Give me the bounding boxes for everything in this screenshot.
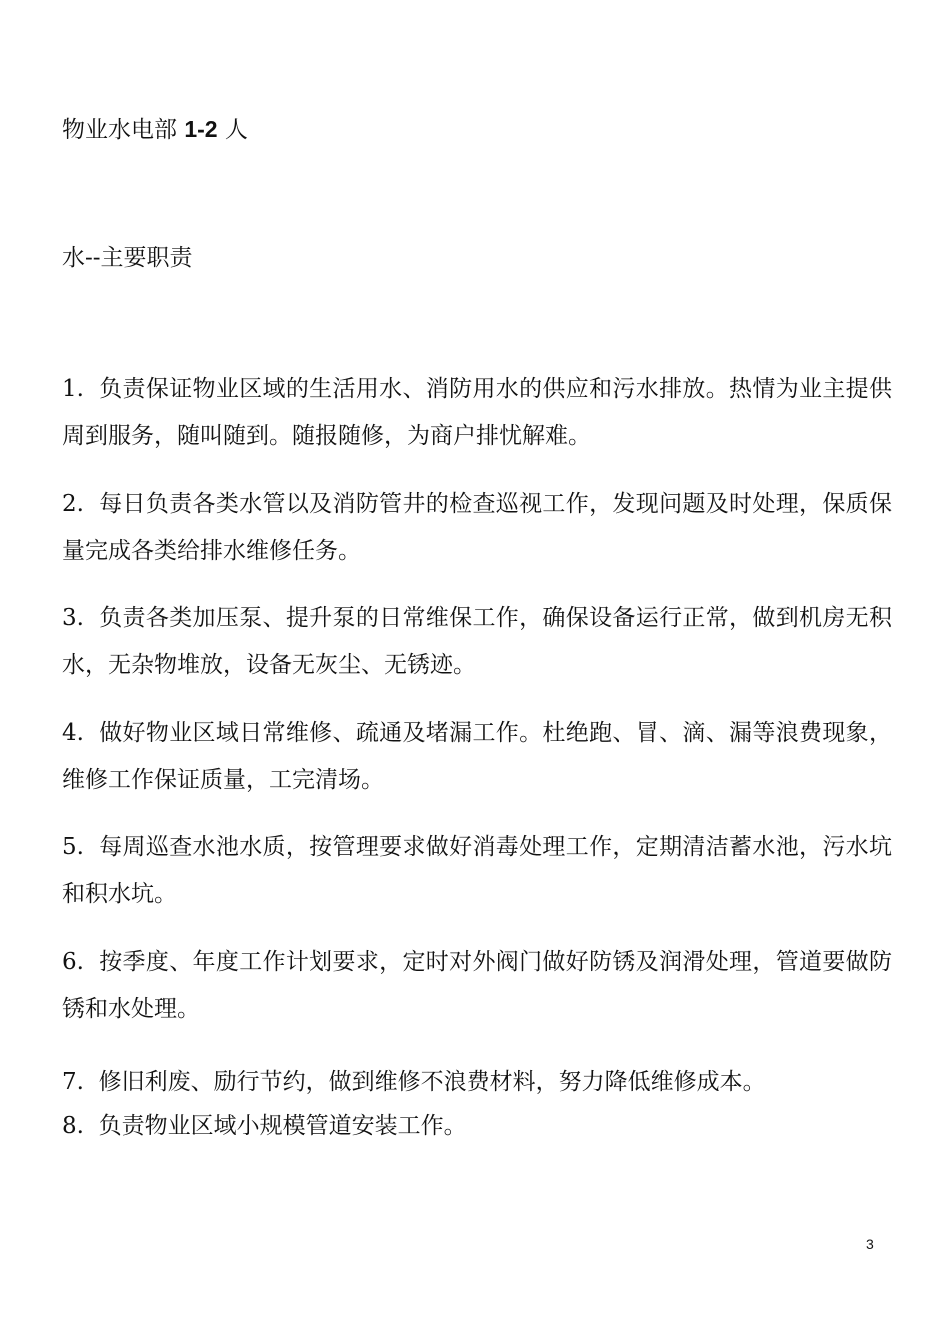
duty-number: 5. bbox=[62, 834, 84, 860]
duty-number: 6. bbox=[62, 949, 84, 975]
duty-text: 负责各类加压泵、提升泵的日常维保工作，确保设备运行正常，做到机房无积水，无杂物堆放，设备无灰尘、无锈迹。 bbox=[62, 605, 893, 678]
staff-unit: 人 bbox=[224, 117, 248, 143]
duty-item bbox=[62, 595, 892, 689]
duty-item bbox=[62, 366, 892, 460]
duty-number: 2. bbox=[62, 491, 84, 517]
duty-item bbox=[62, 824, 892, 918]
duty-text: 负责物业区域小规模管道安装工作。 bbox=[98, 1113, 467, 1139]
duty-text: 按季度、年度工作计划要求，定时对外阀门做好防锈及润滑处理，管道要做防锈和水处理。 bbox=[62, 949, 893, 1022]
duty-number: 1. bbox=[62, 376, 84, 402]
staff-count: 1-2 bbox=[184, 116, 218, 142]
duty-number: 7. bbox=[62, 1069, 84, 1095]
duty-text: 修旧利废、励行节约，做到维修不浪费材料，努力降低维修成本。 bbox=[98, 1069, 766, 1095]
duty-item bbox=[62, 1103, 892, 1150]
duty-item bbox=[62, 939, 892, 1033]
duty-text: 负责保证物业区域的生活用水、消防用水的供应和污水排放。热情为业主提供周到服务，随叫随到。随报随修，为商户排忧解难。 bbox=[62, 376, 893, 449]
section-title: 水--主要职责 bbox=[62, 245, 193, 271]
duty-number: 8. bbox=[62, 1113, 84, 1139]
duty-item bbox=[62, 1059, 892, 1106]
duty-item bbox=[62, 481, 892, 575]
page-number: 3 bbox=[866, 1236, 874, 1252]
duty-number: 3. bbox=[62, 605, 84, 631]
department-name: 物业水电部 bbox=[62, 117, 177, 143]
duty-text: 做好物业区域日常维修、疏通及堵漏工作。杜绝跑、冒、滴、漏等浪费现象，维修工作保证质量，工完清场。 bbox=[62, 720, 893, 793]
duty-text: 每周巡查水池水质，按管理要求做好消毒处理工作，定期清洁蓄水池，污水坑和积水坑。 bbox=[62, 834, 893, 907]
duty-text: 每日负责各类水管以及消防管井的检查巡视工作，发现问题及时处理，保质保量完成各类给排水维修任务。 bbox=[62, 491, 893, 564]
department-heading bbox=[62, 114, 248, 145]
duty-number: 4. bbox=[62, 720, 84, 746]
duty-item bbox=[62, 710, 892, 804]
